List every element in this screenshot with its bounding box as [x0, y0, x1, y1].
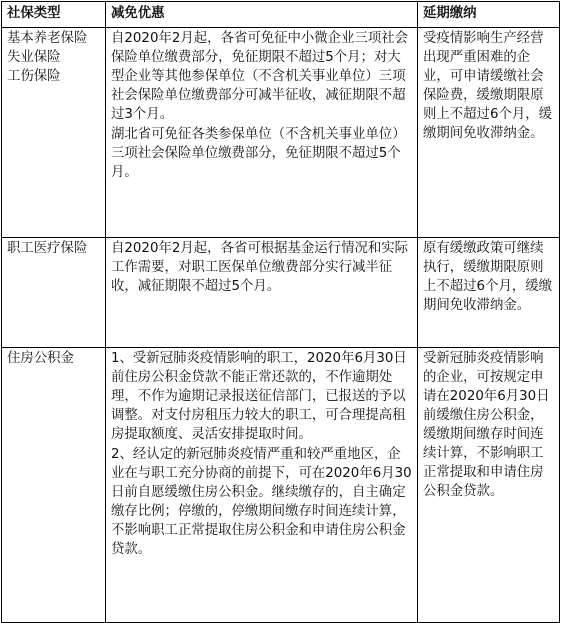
relief-paragraph: 自2020年2月起，各省可根据基金运行情况和实际工作需要，对职工医保单位缴费部分实行减半征收，减征期限不超过5个月。 [111, 241, 409, 294]
deferral-cell: 原有缓缴政策可继续执行，缓缴期限原则上不超过6个月，缓缴期间免收滞纳金。 [418, 238, 560, 348]
insurance-type-cell [2, 348, 106, 623]
table-row-pension-unemployment-injury [2, 28, 560, 238]
table-row-housing-fund [2, 348, 560, 623]
insurance-type-label: 住房公积金 [7, 351, 74, 366]
relief-cell [106, 348, 418, 623]
insurance-type-label: 基本养老保险 [7, 31, 88, 46]
header-insurance-type: 社保类型 [2, 2, 106, 28]
insurance-type-label: 工伤保险 [7, 69, 61, 84]
relief-paragraph: 自2020年2月起，各省可免征中小微企业三项社会保险单位缴费部分，免征期限不超过5个月；对大型企业等其他参保单位（不含机关事业单位）三项社会保险单位缴费部分可减半征收，减征期限不超过3个月。 [111, 31, 409, 122]
relief-cell [106, 238, 418, 348]
relief-paragraph: 湖北省可免征各类参保单位（不含机关事业单位）三项社会保险单位缴费部分，免征期限不超过5个月。 [111, 127, 406, 180]
deferral-cell: 受疫情影响生产经营出现严重困难的企业，可申请缓缴社会保险费，缓缴期限原则上不超过6个月，缓缴期间免收滞纳金。 [418, 28, 560, 238]
header-relief: 减免优惠 [106, 2, 418, 28]
insurance-type-cell [2, 28, 106, 238]
relief-cell [106, 28, 418, 238]
insurance-type-label: 失业保险 [7, 50, 61, 65]
header-row [2, 2, 560, 28]
table-row-medical [2, 238, 560, 348]
relief-paragraph: 2、经认定的新冠肺炎疫情严重和较严重地区，企业在与职工充分协商的前提下，可在2020年6月30日前自愿缓缴住房公积金。继续缴存的，自主确定缴存比例；停缴的，停缴期间缴存时间连续计算，不影响职工正常提取住房公积金和申请住房公积金贷款。 [111, 447, 412, 557]
header-deferral: 延期缴纳 [418, 2, 560, 28]
insurance-type-label: 职工医疗保险 [7, 241, 88, 256]
policy-table [1, 1, 560, 623]
relief-paragraph: 1、受新冠肺炎疫情影响的职工，2020年6月30日前住房公积金贷款不能正常还款的，不作逾期处理，不作为逾期记录报送征信部门，已报送的予以调整。对支付房租压力较大的职工，可合理提高租房提取额度、灵活安排提取时间。 [111, 351, 407, 442]
deferral-cell: 受新冠肺炎疫情影响的企业，可按规定申请在2020年6月30日前缓缴住房公积金，缓缴期间缴存时间连续计算，不影响职工正常提取和申请住房公积金贷款。 [418, 348, 560, 623]
insurance-type-cell [2, 238, 106, 348]
